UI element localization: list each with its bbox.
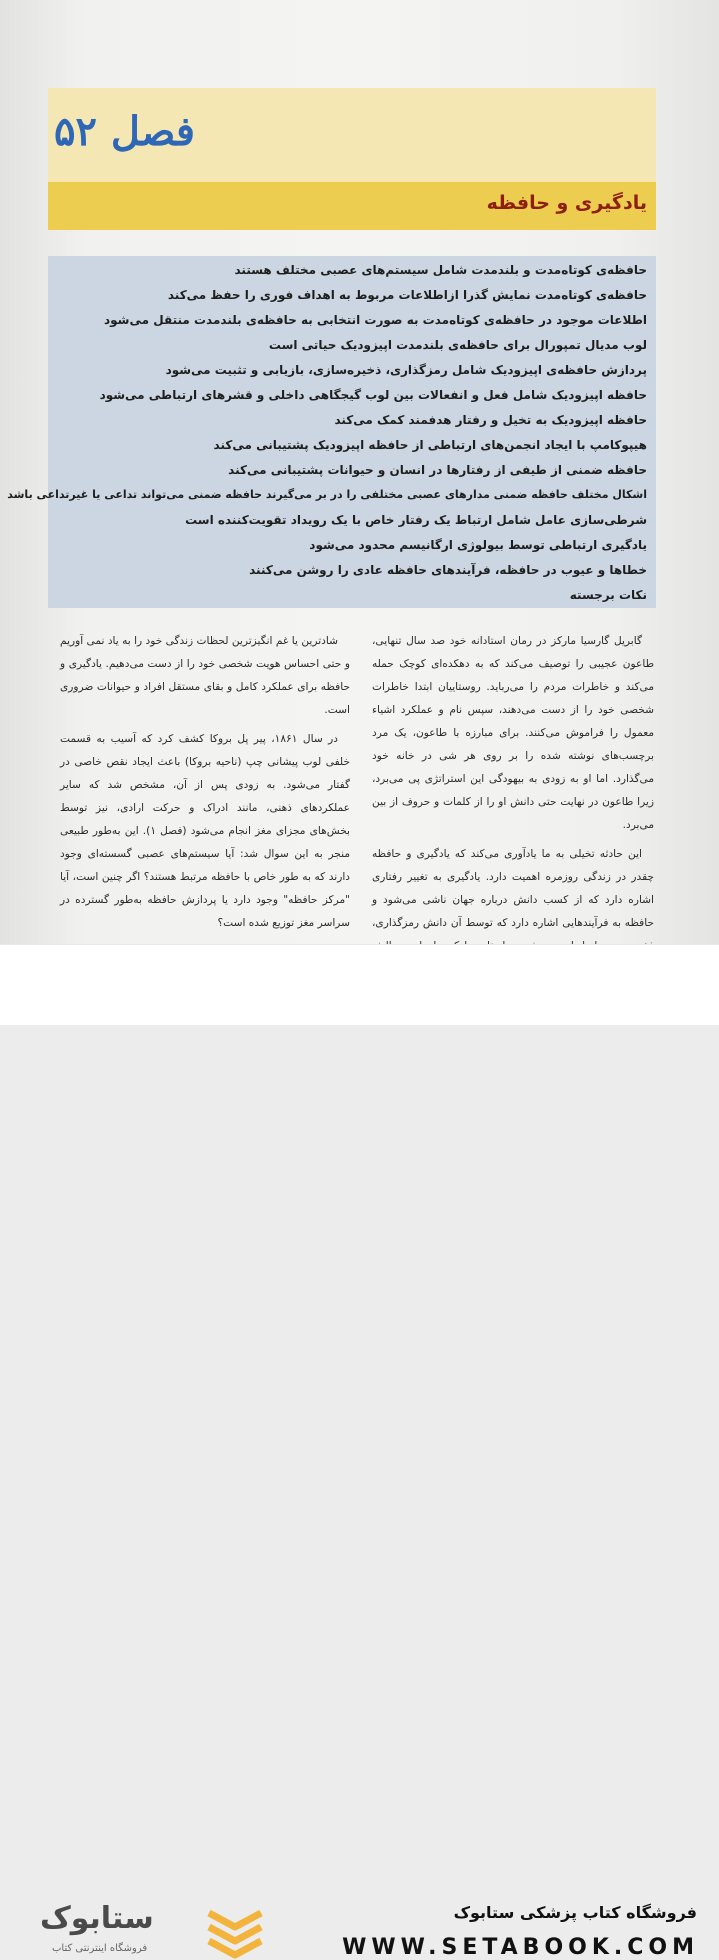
store-footer [0,944,719,1960]
key-point: حافظه اپیزودیک شامل فعل و انفعالات بین لوب گیجگاهی داخلی و قشرهای ارتباطی می‌شود [99,388,647,402]
key-point: شرطی‌سازی عامل شامل ارتباط یک رفتار خاص با یک رویداد تقویت‌کننده است [185,513,647,527]
chapter-title: فصل ۵۲ [54,108,195,155]
store-url[interactable]: WWW.SETABOOK.COM [342,1935,699,1960]
key-point: اطلاعات موجود در حافظه‌ی کوتاه‌مدت به صورت انتخابی به حافظه‌ی بلندمدت منتقل می‌شود [104,313,647,327]
key-point: خطاها و عیوب در حافظه، فرآیندهای حافظه عادی را روشن می‌کنند [249,563,647,577]
section-title: یادگیری و حافظه [486,192,647,214]
key-point: لوب مدیال تمپورال برای حافظه‌ی بلندمدت اپیزودیک حیاتی است [268,338,647,352]
paragraph: در سال ۱۸۶۱، پیر پل بروکا کشف کرد که آسیب به قسمت خلفی لوب پیشانی چپ (ناحیه بروکا) باعث ایجاد نقص خاصی در گفتار می‌شود. به زودی پس از آن، مشخص شد که سایر عملکردهای ذهنی، مانند ادراک و حرکت ارادی، نیز توسط بخش‌های مجزای مغز انجام می‌شود (فصل ۱). این به‌طور طبیعی منجر به این سوال شد: آیا سیستم‌های عصبی گسسته‌ای وجود دارند که به طور خاص با حافظه مرتبط هستند؟ اگر چنین است، آیا "مرکز حافظه" وجود دارد یا پردازش حافظه به‌طور گسترده در سراسر مغز توزیع شده است؟ [60,733,350,929]
key-point: پردازش حافظه‌ی اپیزودیک شامل رمزگذاری، ذخیره‌سازی، بازیابی و تثبیت می‌شود [165,363,647,377]
logo-subtitle: فروشگاه اینترنتی کتاب [52,1943,148,1954]
body-column-right [372,630,654,944]
key-point: حافظه اپیزودیک به تخیل و رفتار هدفمند کمک می‌کند [334,413,647,427]
paragraph: گابریل گارسیا مارکز در رمان استادانه خود صد سال تنهایی، طاعون عجیبی را توصیف می‌کند که به دهکده‌ای کوچک حمله می‌کند و خاطرات مردم را می‌رباید. روستاییان ابتدا خاطرات شخصی خود را از دست می‌دهند، سپس نام و عملکرد اشیاء معمول را فراموش می‌کنند. برای مبارزه با طاعون، یک مرد برچسب‌های نوشته شده را بر روی هر شی در خانه خود می‌گذارد. اما او به زودی به بیهودگی این استراتژی پی می‌برد، زیرا طاعون در نهایت حتی دانش او را از کلمات و حروف از بین می‌برد. [372,635,654,831]
highlights-label: نکات برجسته [569,588,647,602]
key-point: حافظه‌ی کوتاه‌مدت نمایش گذرا ازاطلاعات مربوط به اهداف فوری را حفظ می‌کند [167,288,647,302]
key-point: اشکال مختلف حافظه ضمنی مدارهای عصبی مختلفی را در بر می‌گیرند حافظه ضمنی می‌تواند تداعی یا غیرتداعی باشد [7,488,647,501]
paragraph: این حادثه تخیلی به ما یادآوری می‌کند که یادگیری و حافظه چقدر در زندگی روزمره اهمیت دارد. یادگیری به تغییر رفتاری اشاره دارد که از کسب دانش درباره جهان ناشی می‌شود و حافظه به فرآیندهایی اشاره دارد که توسط آن دانش رمزگذاری، [372,848,654,929]
key-point: حافظه ضمنی از طیفی از رفتارها در انسان و حیوانات پشتیبانی می‌کند [228,463,647,477]
book-page [0,0,719,944]
key-point: حافظه‌ی کوتاه‌مدت و بلندمدت شامل سیستم‌های عصبی مختلف هستند [234,263,647,277]
key-points-box [48,256,656,608]
store-name: فروشگاه کتاب پزشکی ستابوک [453,1903,697,1922]
logo-wordmark: ستابوک [40,1901,154,1936]
key-point: هیپوکامپ با ایجاد انجمن‌های ارتباطی از حافظه اپیزودیک پشتیبانی می‌کند [213,438,647,452]
key-point: یادگیری ارتباطی توسط بیولوژی ارگانیسم محدود می‌شود [309,538,647,552]
paragraph: شادترین یا غم انگیزترین لحظات زندگی خود را به یاد نمی آوریم و حتی احساس هویت شخصی خود را از دست می‌دهیم. یادگیری و حافظه برای عملکرد کامل و بقای مستقل افراد و حیوانات ضروری است. [60,635,350,716]
chevron-stack-icon [205,1907,265,1959]
body-column-left [60,630,350,944]
